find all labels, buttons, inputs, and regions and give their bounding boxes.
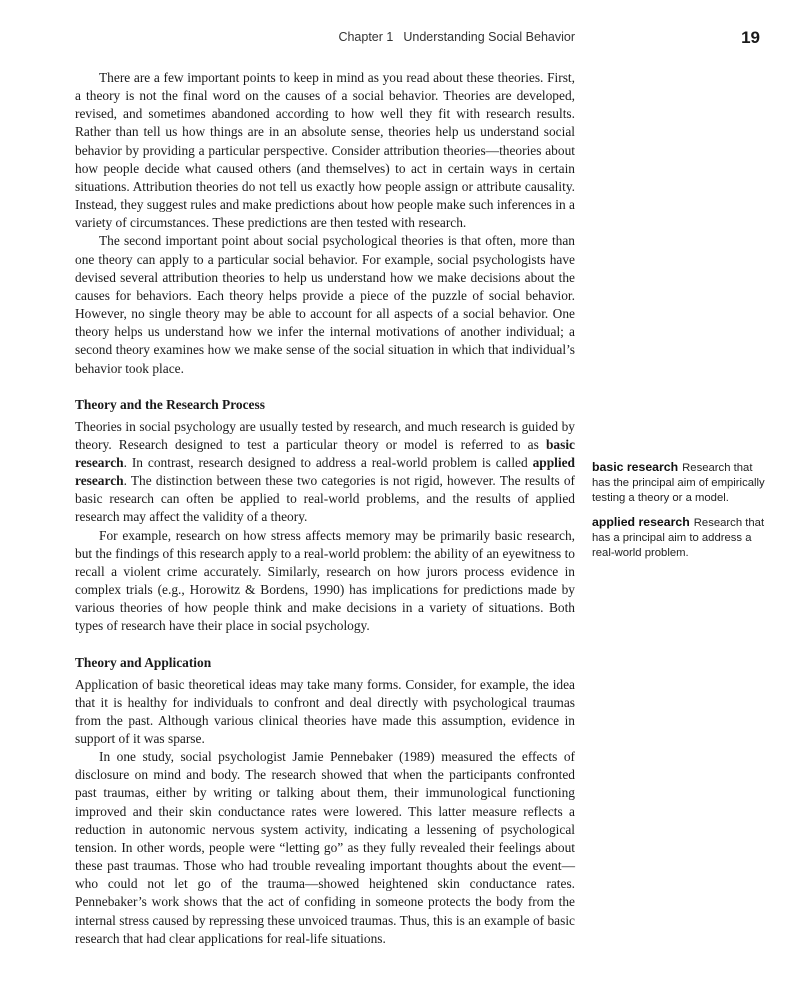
text-run: . The distinction between these two categories is not rigid, however. The results of basic research can often be applied to real-world problems, and the results of applied research may affect the validity of a theory. [75, 473, 575, 525]
term-applied-research: applied research [75, 454, 575, 489]
term-basic-research: basic research [75, 436, 575, 470]
paragraph-pennebaker: In one study, social psychologist Jamie Pennebaker (1989) measured the effects of disclosure on mind and body. The research showed that when the participants confronted past traumas, either by writing or talking about them, their immunological functioning improved and their skin conductance rates were lowered. This latter measure reflects a reduction in autonomic nervous system activity, indicating a lessening of psychological tension. In other words, people were “letting go” as they fully revealed their feelings about these past traumas. Those who had trouble revealing important thoughts about the event—who could not let go of the trauma—showed heightened skin conductance rates. Pennebaker’s work shows that the act of confiding in someone protects the body from the internal stress caused by repressing these unvoiced traumas. Thus, this is an example of basic research that had clear applications for real-life situations. [75, 749, 575, 946]
main-text [75, 69, 575, 948]
text-run: Theories in social psychology are usually tested by research, and much research is guided by theory. Research designed to test a particular theory or model is referred to as [75, 418, 575, 452]
glossary-term: applied research [592, 514, 690, 529]
glossary-entry-basic-research [592, 460, 767, 507]
paragraph-application: Application of basic theoretical ideas may take many forms. Consider, for example, the idea that it is healthy for individuals to confront and deal directly with psychological traumas from the past. Although various clinical theories have made this assumption, evidence in support of it was sparse. [75, 676, 575, 746]
paragraph-multiple-theories: The second important point about social psychological theories is that often, more than one theory can apply to a particular social behavior. For example, social psychologists have devised several attribution theories to help us understand how we make decisions about the causes for behaviors. Each theory helps provide a piece of the puzzle of social behavior. However, no single theory may be able to account for all aspects of a social behavior. One theory helps us understand how we infer the internal motivations of another individual; a second theory examines how we make sense of the social situation in which that individual’s behavior took place. [75, 233, 575, 376]
running-head [330, 30, 575, 44]
chapter-title: Understanding Social Behavior [403, 30, 575, 44]
section-heading-application: Theory and Application [75, 654, 212, 670]
glossary-definition: Research that has the principal aim of empirically testing a theory or a model. [592, 462, 765, 505]
chapter-label: Chapter 1 [338, 30, 394, 44]
glossary-margin [592, 460, 767, 569]
glossary-entry-applied-research [592, 515, 767, 562]
text-run: . In contrast, research designed to address a real-world problem is called [123, 454, 533, 470]
paragraph-theory-points: There are a few important points to keep in mind as you read about these theories. First, a theory is not the final word on the causes of a social behavior. Theories are developed, revised, and sometimes abandoned according to how well they fit with research results. Rather than tell us how things are in an absolute sense, theories help us understand social behavior by providing a particular perspective. Consider attribution theories—theories about how people decide what caused others (and themselves) to act in certain ways in certain situations. Attribution theories do not tell us exactly how people assign or attribute causality. Instead, they suggest rules and make predictions about how people make such inferences in a variety of circumstances. These predictions are then tested with research. [75, 70, 575, 231]
paragraph-stress-memory: For example, research on how stress affects memory may be primarily basic research, but the findings of this research apply to a real-world problem: the ability of an eyewitness to recall a violent crime accurately. Similarly, research on how jurors process evidence in complex trials (e.g., Horowitz & Bordens, 1990) has implications for predictions made by various theories of how people think and make decisions in a variety of situations. Both types of research have their place in social psychology. [75, 527, 575, 634]
glossary-term: basic research [592, 460, 679, 474]
glossary-definition: Research that has a principal aim to address a real-world problem. [592, 516, 765, 560]
section-heading-research-process: Theory and the Research Process [75, 396, 265, 412]
page-number: 19 [741, 28, 760, 47]
paragraph-basic-applied [75, 418, 575, 527]
